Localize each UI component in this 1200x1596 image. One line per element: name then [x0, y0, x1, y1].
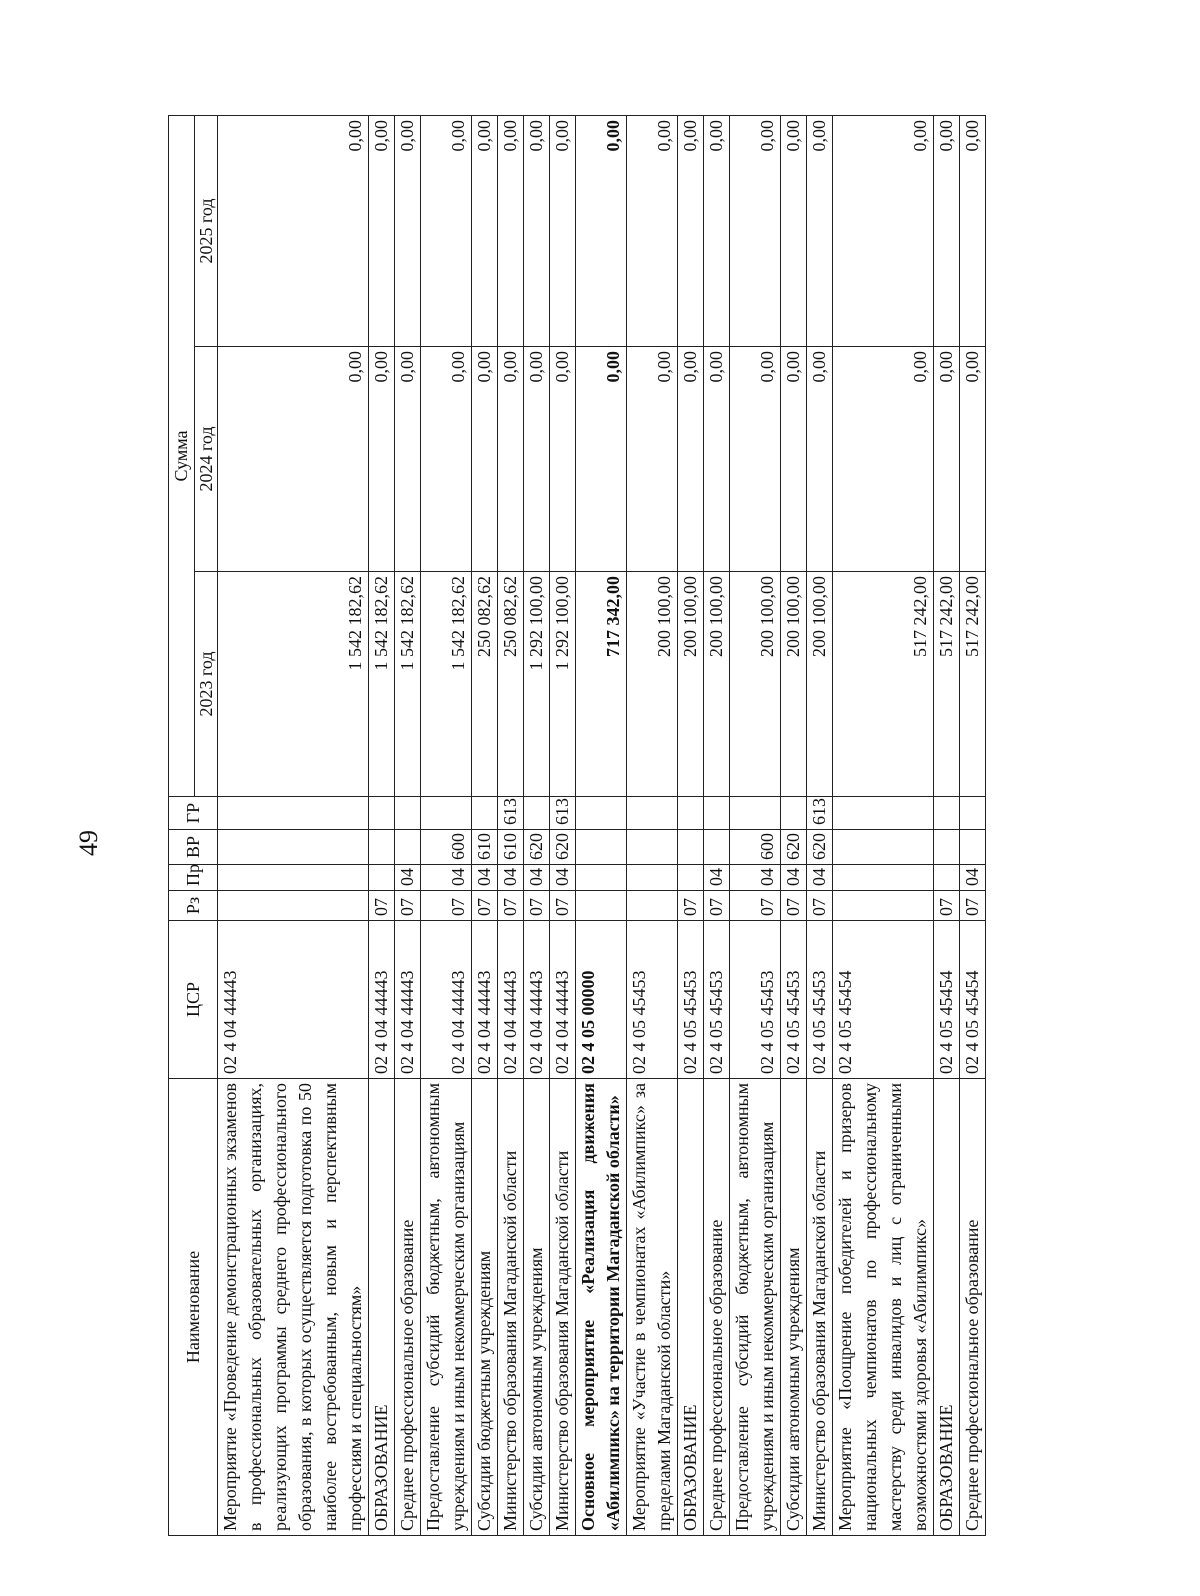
cell-2025: 0,00 — [524, 115, 550, 346]
cell-csr: 02 4 05 45453 — [627, 921, 678, 1079]
header-row-1 — [169, 115, 195, 1535]
cell-2023: 200 100,00 — [730, 572, 781, 797]
cell-pr — [934, 865, 960, 891]
cell-pr: 04 — [421, 865, 472, 891]
cell-csr: 02 4 04 44443 — [395, 921, 421, 1079]
cell-vr: 600 — [421, 830, 472, 865]
table-row — [395, 115, 421, 1535]
cell-rz: 07 — [781, 891, 807, 921]
cell-rz — [833, 891, 934, 921]
cell-name: Среднее профессиональное образование — [704, 1079, 730, 1536]
cell-2025: 0,00 — [627, 115, 678, 346]
cell-2025: 0,00 — [369, 115, 395, 346]
cell-pr — [218, 865, 369, 891]
cell-vr — [704, 830, 730, 865]
header-2023: 2023 год — [195, 572, 218, 797]
cell-gr — [524, 797, 550, 830]
cell-2023: 1 542 182,62 — [218, 572, 369, 797]
cell-2023: 200 100,00 — [627, 572, 678, 797]
table-row — [704, 115, 730, 1535]
cell-gr: 613 — [550, 797, 576, 830]
table-row — [472, 115, 498, 1535]
cell-vr: 620 — [807, 830, 833, 865]
cell-vr — [678, 830, 704, 865]
cell-2023: 200 100,00 — [704, 572, 730, 797]
cell-2024: 0,00 — [576, 347, 627, 572]
cell-csr: 02 4 05 45454 — [833, 921, 934, 1079]
cell-pr: 04 — [524, 865, 550, 891]
cell-2024: 0,00 — [421, 347, 472, 572]
cell-2025: 0,00 — [472, 115, 498, 346]
cell-2024: 0,00 — [781, 347, 807, 572]
cell-gr — [704, 797, 730, 830]
cell-rz: 07 — [934, 891, 960, 921]
cell-vr — [395, 830, 421, 865]
cell-2025: 0,00 — [550, 115, 576, 346]
cell-name: ОБРАЗОВАНИЕ — [934, 1079, 960, 1536]
cell-gr — [421, 797, 472, 830]
cell-2024: 0,00 — [524, 347, 550, 572]
cell-vr: 600 — [730, 830, 781, 865]
table-row — [369, 115, 395, 1535]
budget-table — [168, 115, 986, 1536]
table-row — [833, 115, 934, 1535]
cell-rz: 07 — [472, 891, 498, 921]
cell-2024: 0,00 — [550, 347, 576, 572]
table-row — [218, 115, 369, 1535]
cell-2024: 0,00 — [807, 347, 833, 572]
cell-2024: 0,00 — [833, 347, 934, 572]
cell-csr: 02 4 04 44443 — [472, 921, 498, 1079]
cell-2023: 717 342,00 — [576, 572, 627, 797]
table-row — [807, 115, 833, 1535]
cell-2025: 0,00 — [421, 115, 472, 346]
table-row — [627, 115, 678, 1535]
cell-2023: 200 100,00 — [678, 572, 704, 797]
cell-vr — [576, 830, 627, 865]
cell-2024: 0,00 — [730, 347, 781, 572]
table-row — [960, 115, 986, 1535]
cell-vr — [627, 830, 678, 865]
cell-pr: 04 — [550, 865, 576, 891]
cell-vr — [369, 830, 395, 865]
cell-name: ОБРАЗОВАНИЕ — [369, 1079, 395, 1536]
cell-2025: 0,00 — [218, 115, 369, 346]
cell-csr: 02 4 04 44443 — [550, 921, 576, 1079]
header-vr: ВР — [169, 830, 218, 865]
cell-csr: 02 4 04 44443 — [369, 921, 395, 1079]
cell-csr: 02 4 04 44443 — [524, 921, 550, 1079]
cell-name: Министерство образования Магаданской области — [498, 1079, 524, 1536]
cell-gr — [960, 797, 986, 830]
cell-gr — [934, 797, 960, 830]
cell-2024: 0,00 — [395, 347, 421, 572]
cell-pr — [833, 865, 934, 891]
cell-vr: 610 — [498, 830, 524, 865]
cell-2023: 250 082,62 — [498, 572, 524, 797]
header-sum: Сумма — [169, 115, 195, 796]
cell-rz: 07 — [550, 891, 576, 921]
cell-pr: 04 — [704, 865, 730, 891]
cell-csr: 02 4 05 45454 — [960, 921, 986, 1079]
cell-2024: 0,00 — [960, 347, 986, 572]
cell-2023: 517 242,00 — [934, 572, 960, 797]
cell-gr — [730, 797, 781, 830]
cell-rz: 07 — [807, 891, 833, 921]
cell-2024: 0,00 — [678, 347, 704, 572]
header-csr: ЦСР — [169, 921, 218, 1079]
cell-pr: 04 — [807, 865, 833, 891]
header-pr: Пр — [169, 865, 218, 891]
header-gr: ГР — [169, 797, 218, 830]
cell-csr: 02 4 05 45453 — [807, 921, 833, 1079]
cell-rz: 07 — [524, 891, 550, 921]
cell-pr — [627, 865, 678, 891]
cell-name: Министерство образования Магаданской области — [807, 1079, 833, 1536]
cell-2023: 1 542 182,62 — [369, 572, 395, 797]
cell-name: Предоставление субсидий бюджетным, автономным учреждениям и иным некоммерческим организациям — [421, 1079, 472, 1536]
cell-name: ОБРАЗОВАНИЕ — [678, 1079, 704, 1536]
cell-2025: 0,00 — [498, 115, 524, 346]
cell-2024: 0,00 — [218, 347, 369, 572]
cell-2025: 0,00 — [395, 115, 421, 346]
cell-vr: 610 — [472, 830, 498, 865]
cell-csr: 02 4 05 45453 — [704, 921, 730, 1079]
table-row — [524, 115, 550, 1535]
cell-name: Министерство образования Магаданской области — [550, 1079, 576, 1536]
cell-gr — [833, 797, 934, 830]
cell-gr — [218, 797, 369, 830]
cell-rz — [627, 891, 678, 921]
cell-name: Среднее профессиональное образование — [960, 1079, 986, 1536]
cell-2024: 0,00 — [369, 347, 395, 572]
cell-gr — [576, 797, 627, 830]
cell-2023: 1 542 182,62 — [395, 572, 421, 797]
cell-gr — [395, 797, 421, 830]
table-row — [576, 115, 627, 1535]
cell-csr: 02 4 04 44443 — [421, 921, 472, 1079]
cell-vr — [218, 830, 369, 865]
cell-2023: 1 292 100,00 — [550, 572, 576, 797]
cell-name: Основное мероприятие «Реализация движения «Абилимпикс» на территории Магаданской области» — [576, 1079, 627, 1536]
cell-pr: 04 — [395, 865, 421, 891]
cell-name: Мероприятие «Проведение демонстрационных экзаменов в профессиональных образовательных организациях, реализующих программы среднего профессионального образования, в которых осуществляется подготовка по 50 наиболее востребованным, новым и перспективным профессиям и специальностям» — [218, 1079, 369, 1536]
page-number: 49 — [74, 830, 103, 856]
cell-rz: 07 — [421, 891, 472, 921]
cell-vr — [833, 830, 934, 865]
cell-pr — [678, 865, 704, 891]
cell-csr: 02 4 05 00000 — [576, 921, 627, 1079]
cell-2025: 0,00 — [730, 115, 781, 346]
cell-name: Субсидии автономным учреждениям — [781, 1079, 807, 1536]
table-body — [218, 115, 986, 1535]
cell-gr — [627, 797, 678, 830]
cell-2023: 517 242,00 — [960, 572, 986, 797]
cell-csr: 02 4 04 44443 — [498, 921, 524, 1079]
cell-gr — [781, 797, 807, 830]
cell-2023: 200 100,00 — [781, 572, 807, 797]
cell-rz: 07 — [395, 891, 421, 921]
header-2025: 2025 год — [195, 115, 218, 346]
cell-rz: 07 — [960, 891, 986, 921]
cell-gr: 613 — [807, 797, 833, 830]
cell-rz: 07 — [678, 891, 704, 921]
cell-vr: 620 — [550, 830, 576, 865]
cell-2023: 250 082,62 — [472, 572, 498, 797]
cell-pr — [369, 865, 395, 891]
cell-2025: 0,00 — [704, 115, 730, 346]
cell-csr: 02 4 05 45454 — [934, 921, 960, 1079]
cell-2025: 0,00 — [934, 115, 960, 346]
cell-2024: 0,00 — [704, 347, 730, 572]
cell-csr: 02 4 05 45453 — [678, 921, 704, 1079]
cell-pr — [576, 865, 627, 891]
table-row — [498, 115, 524, 1535]
cell-rz: 07 — [369, 891, 395, 921]
cell-2025: 0,00 — [576, 115, 627, 346]
cell-pr: 04 — [730, 865, 781, 891]
cell-name: Мероприятие «Поощрение победителей и призеров национальных чемпионатов по профессиональному мастерству среди инвалидов и лиц с ограниченными возможностями здоровья «Абилимпикс» — [833, 1079, 934, 1536]
header-name: Наименование — [169, 1079, 218, 1536]
cell-pr: 04 — [781, 865, 807, 891]
cell-2025: 0,00 — [781, 115, 807, 346]
cell-name: Субсидии автономным учреждениям — [524, 1079, 550, 1536]
cell-vr — [934, 830, 960, 865]
cell-vr: 620 — [524, 830, 550, 865]
cell-gr — [472, 797, 498, 830]
rotated-page — [168, 116, 982, 1536]
table-row — [934, 115, 960, 1535]
cell-csr: 02 4 05 45453 — [730, 921, 781, 1079]
cell-vr — [960, 830, 986, 865]
cell-rz: 07 — [498, 891, 524, 921]
cell-2024: 0,00 — [472, 347, 498, 572]
cell-2024: 0,00 — [627, 347, 678, 572]
cell-2025: 0,00 — [960, 115, 986, 346]
cell-rz: 07 — [730, 891, 781, 921]
cell-2025: 0,00 — [807, 115, 833, 346]
cell-rz — [576, 891, 627, 921]
cell-name: Субсидии бюджетным учреждениям — [472, 1079, 498, 1536]
cell-gr — [369, 797, 395, 830]
header-rz: Рз — [169, 891, 218, 921]
cell-name: Мероприятие «Участие в чемпионатах «Абилимпикс» за пределами Магаданской области» — [627, 1079, 678, 1536]
cell-rz: 07 — [704, 891, 730, 921]
cell-2023: 1 292 100,00 — [524, 572, 550, 797]
cell-2025: 0,00 — [678, 115, 704, 346]
cell-2025: 0,00 — [833, 115, 934, 346]
table-row — [421, 115, 472, 1535]
cell-gr: 613 — [498, 797, 524, 830]
cell-pr: 04 — [498, 865, 524, 891]
cell-pr: 04 — [472, 865, 498, 891]
cell-2023: 1 542 182,62 — [421, 572, 472, 797]
cell-pr: 04 — [960, 865, 986, 891]
table-row — [550, 115, 576, 1535]
cell-2023: 200 100,00 — [807, 572, 833, 797]
table-row — [730, 115, 781, 1535]
table-row — [781, 115, 807, 1535]
cell-gr — [678, 797, 704, 830]
header-2024: 2024 год — [195, 347, 218, 572]
cell-2024: 0,00 — [498, 347, 524, 572]
cell-csr: 02 4 04 44443 — [218, 921, 369, 1079]
cell-rz — [218, 891, 369, 921]
cell-vr: 620 — [781, 830, 807, 865]
cell-name: Предоставление субсидий бюджетным, автономным учреждениям и иным некоммерческим организациям — [730, 1079, 781, 1536]
cell-name: Среднее профессиональное образование — [395, 1079, 421, 1536]
cell-csr: 02 4 05 45453 — [781, 921, 807, 1079]
cell-2023: 517 242,00 — [833, 572, 934, 797]
cell-2024: 0,00 — [934, 347, 960, 572]
table-row — [678, 115, 704, 1535]
